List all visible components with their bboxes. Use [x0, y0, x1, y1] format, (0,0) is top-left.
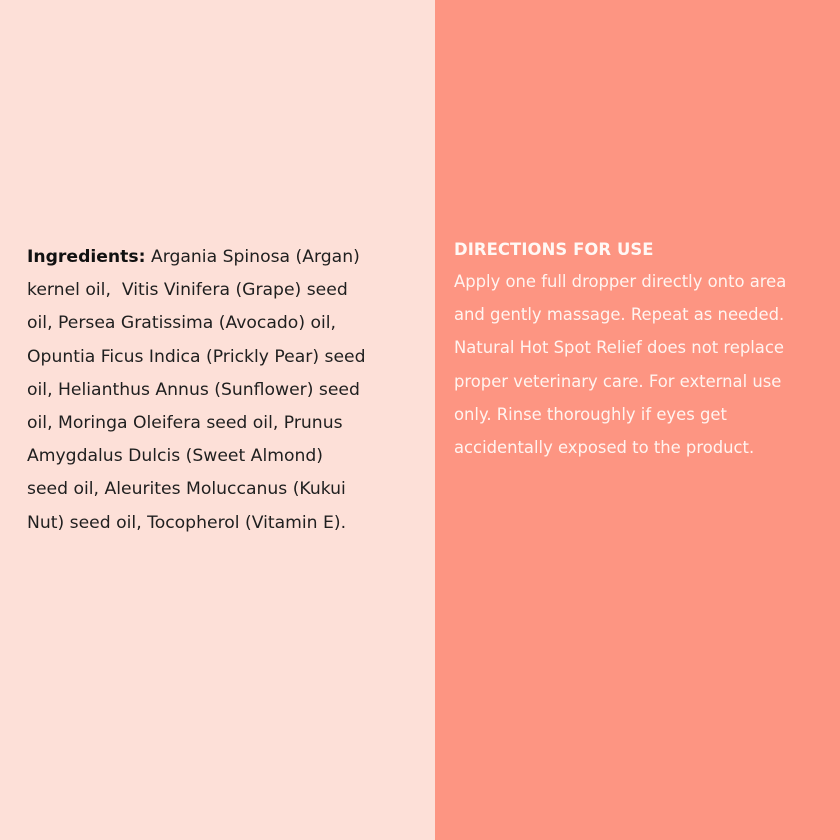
directions-line-4: proper veterinary care. For external use: [454, 371, 782, 391]
directions-line-5: only. Rinse thoroughly if eyes get: [454, 404, 727, 424]
directions-text: [454, 265, 840, 464]
ingredients-line-6: oil, Moringa Oleifera seed oil, Prunus: [27, 413, 343, 434]
directions-line-6: accidentally exposed to the product.: [454, 438, 755, 458]
directions-line-1: Apply one full dropper directly onto area: [454, 272, 787, 291]
ingredients-heading: Ingredients:: [27, 247, 146, 267]
ingredients-line-4: Opuntia Ficus Indica (Prickly Pear) seed: [27, 346, 366, 367]
ingredients-line-8: seed oil, Aleurites Moluccanus (Kukui: [27, 479, 346, 500]
ingredients-line-1-text: Argania Spinosa (Argan): [145, 247, 360, 267]
ingredients-line-1: [27, 241, 427, 274]
ingredients-line-2: kernel oil, Vitis Vinifera (Grape) seed: [27, 280, 348, 301]
directions-line-2: and gently massage. Repeat as needed.: [454, 305, 785, 325]
ingredients-line-7: Amygdalus Dulcis (Sweet Almond): [27, 446, 323, 467]
ingredients-line-3: oil, Persea Gratissima (Avocado) oil,: [27, 313, 337, 334]
directions-line-3: Natural Hot Spot Relief does not replace: [454, 338, 784, 358]
ingredients-line-9: Nut) seed oil, Tocopherol (Vitamin E).: [27, 512, 347, 533]
directions-block: [454, 235, 840, 464]
ingredients-text: [27, 241, 427, 540]
directions-heading: DIRECTIONS FOR USE: [454, 240, 654, 259]
directions-panel: [435, 0, 840, 840]
ingredients-line-5: oil, Helianthus Annus (Sunflower) seed: [27, 379, 360, 400]
